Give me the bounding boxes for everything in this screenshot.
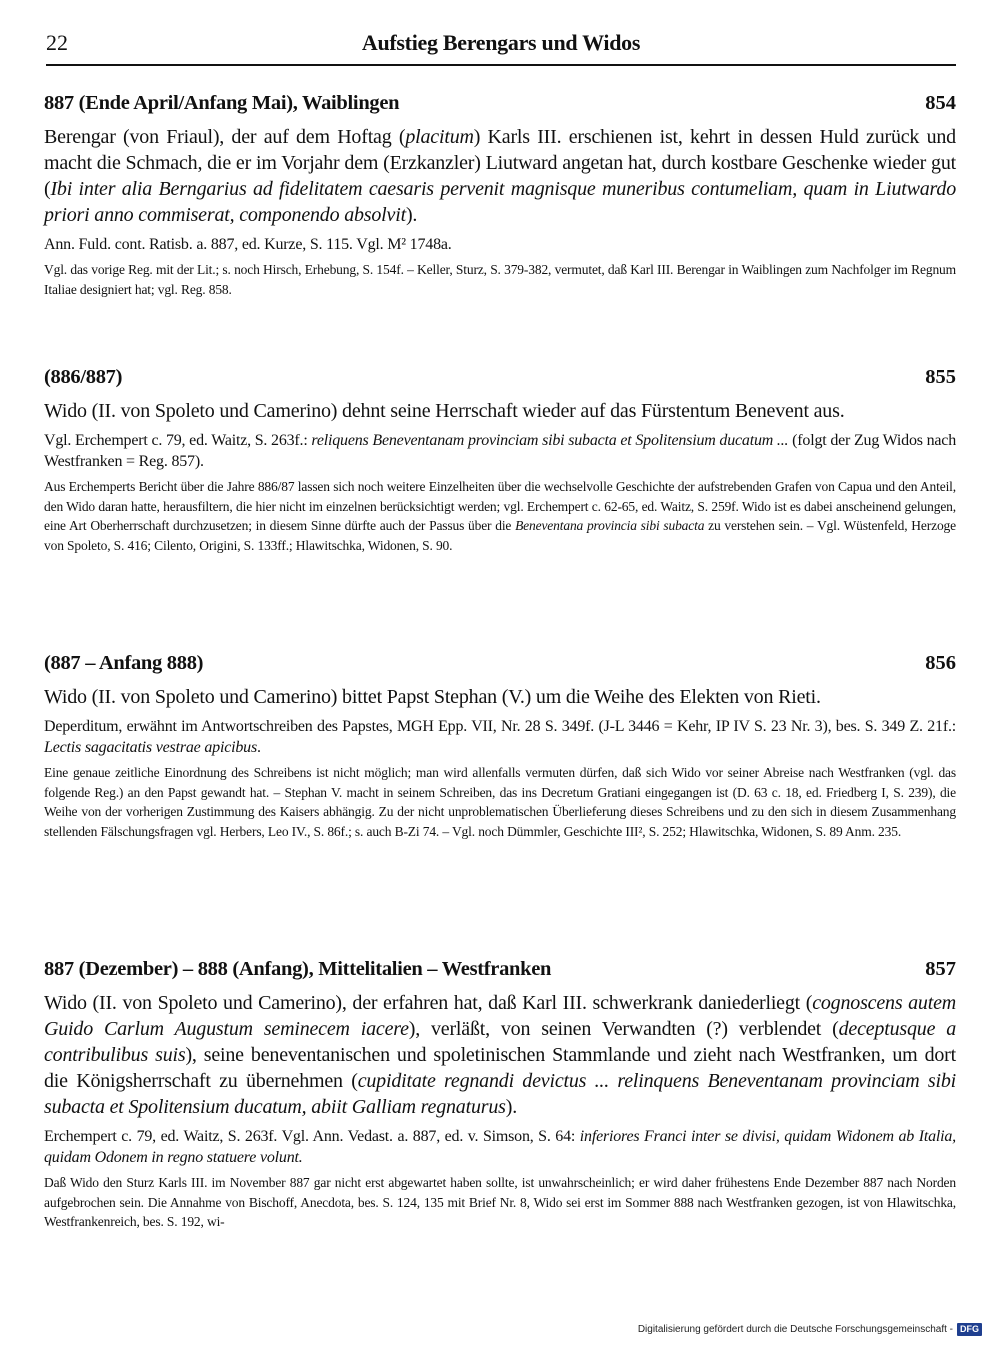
entry-sources: Ann. Fuld. cont. Ratisb. a. 887, ed. Kurze, S. 115. Vgl. M² 1748a. — [44, 236, 452, 253]
page-number: 22 — [46, 30, 68, 55]
entry-sources: Vgl. Erchempert c. 79, ed. Waitz, S. 263f.: reliquens Beneventanam provinciam sibi subacta et Spolitensium ducatum ... (folgt der Zug Widos nach Westfranken = Reg. 857). — [44, 432, 956, 470]
entry-sources: Erchempert c. 79, ed. Waitz, S. 263f. Vgl. Ann. Vedast. a. 887, ed. v. Simson, S. 64: inferiores Franci inter se divisi, quidam Widonem ab Italia, quidam Odonem in regno statuere volunt. — [44, 1128, 956, 1166]
entry-number: 856 — [925, 652, 956, 674]
regest-entry-857 — [44, 958, 956, 1232]
entry-notes: Vgl. das vorige Reg. mit der Lit.; s. noch Hirsch, Erhebung, S. 154f. – Keller, Sturz, S. 379-382, vermutet, daß Karl III. Berengar in Waiblingen zum Nachfolger im Regnum Italiae designiert hat; vgl. Reg. 858. — [44, 262, 956, 297]
entry-summary: Wido (II. von Spoleto und Camerino), der erfahren hat, daß Karl III. schwerkrank daniederliegt (cognoscens autem Guido Carlum Augustum seminecem iacere), verläßt, von seinen Verwandten (?) verblendet (deceptusque a contribulibus suis), seine beneventanischen und spoletinischen Stammlande und zieht nach Westfranken, um dort die Königsherrschaft zu übernehmen (cupiditate regnandi devictus ... relinquens Beneventanam provinciam sibi subacta et Spolitensium ducatum, abiit Galliam regnaturus). — [44, 992, 957, 1118]
entry-date: 887 (Dezember) – 888 (Anfang), Mittelitalien – Westfranken — [44, 958, 552, 980]
entry-notes: Eine genaue zeitliche Einordnung des Schreibens ist nicht möglich; man wird allenfalls vermuten dürfen, daß sich Wido vor seiner Abreise nach Westfranken (vgl. das folgende Reg.) an den Papst gewandt hat. – Stephan V. macht in seinem Schreiben, das ins Decretum Gratiani eingegangen ist (D. 63 c. 18, ed. Friedberg I, S. 239), die Weihe von der vorherigen Zustimmung des Kaisers abhängig. Zu der nicht unproblematischen Überlieferung dieses Schreibens und zu den sich in diesem Zusammenhang stellenden Fälschungsfragen vgl. Herbers, Leo IV., S. 86f.; s. auch B-Zi 74. – Vgl. noch Dümmler, Geschichte III², S. 252; Hlawitschka, Widonen, S. 89 Anm. 235. — [44, 765, 956, 839]
entry-notes: Aus Erchemperts Bericht über die Jahre 886/87 lassen sich noch weitere Einzelheiten über die wechselvolle Geschichte der aufstrebenden Grafen von Capua und den Anteil, den Wido daran hatte, herausfiltern, die hier nicht im einzelnen berücksichtigt werden; vgl. Erchempert c. 62-65, ed. Waitz, S. 259f. Wido ist es dabei anscheinend gelungen, eine Art Oberherrschaft durchzusetzen; in diesem Sinne dürfte auch der Passus über die Beneventana provincia sibi subacta zu verstehen sein. – Vgl. Wüstenfeld, Herzoge von Spoleto, S. 416; Cilento, Origini, S. 133ff.; Hlawitschka, Widonen, S. 90. — [44, 479, 956, 553]
entry-date: (887 – Anfang 888) — [44, 652, 204, 674]
regest-entry-854 — [44, 92, 956, 299]
entry-date: 887 (Ende April/Anfang Mai), Waiblingen — [44, 92, 400, 114]
entry-number: 857 — [925, 958, 956, 980]
digitization-footer — [638, 1323, 982, 1339]
entry-summary: Wido (II. von Spoleto und Camerino) bittet Papst Stephan (V.) um die Weihe des Elekten von Rieti. — [44, 686, 821, 708]
entry-summary: Wido (II. von Spoleto und Camerino) dehnt seine Herrschaft wieder auf das Fürstentum Benevent aus. — [44, 400, 845, 422]
footer-text: Digitalisierung gefördert durch die Deutsche Forschungsgemeinschaft - — [637, 1324, 953, 1336]
header-rule — [46, 64, 956, 66]
entry-heading — [44, 92, 956, 122]
entry-number: 854 — [925, 92, 956, 114]
entry-sources: Deperditum, erwähnt im Antwortschreiben des Papstes, MGH Epp. VII, Nr. 28 S. 349f. (J-L 3446 = Kehr, IP IV S. 23 Nr. 3), bes. S. 349 Z. 21f.: Lectis sagacitatis vestrae apicibus. — [44, 718, 956, 756]
running-head — [46, 26, 956, 66]
entry-date: (886/887) — [44, 366, 123, 388]
entry-notes: Daß Wido den Sturz Karls III. im November 887 gar nicht erst abgewartet haben sollte, ist unwahrscheinlich; er wird daher frühestens Ende Dezember 887 nach Norden aufgebrochen sein. Die Annahme von Bischoff, Anecdota, bes. S. 124, 135 mit Brief Nr. 8, Wido sei erst im Sommer 888 nach Westfranken gezogen, ist von Hlawitschka, Westfrankenreich, bes. S. 192, wi- — [44, 1175, 956, 1229]
entry-summary: Berengar (von Friaul), der auf dem Hoftag (placitum) Karls III. erschienen ist, kehrt in dessen Huld zurück und macht die Schmach, die er im Vorjahr dem (Erzkanzler) Liutward angetan hat, durch kostbare Geschenke wieder gut (Ibi inter alia Berngarius ad fidelitatem caesaris pervenit magnisque muneribus contumeliam, quam in Liutwardo priori anno commiserat, componendo absolvit). — [44, 126, 956, 226]
dfg-logo: DFG — [957, 1323, 982, 1336]
running-title: Aufstieg Berengars und Widos — [361, 30, 641, 55]
regest-entry-856 — [44, 652, 956, 841]
entry-heading — [44, 958, 956, 988]
entry-number: 855 — [925, 366, 956, 388]
regest-entry-855 — [44, 366, 956, 555]
entry-heading — [44, 366, 956, 396]
entry-heading — [44, 652, 956, 682]
